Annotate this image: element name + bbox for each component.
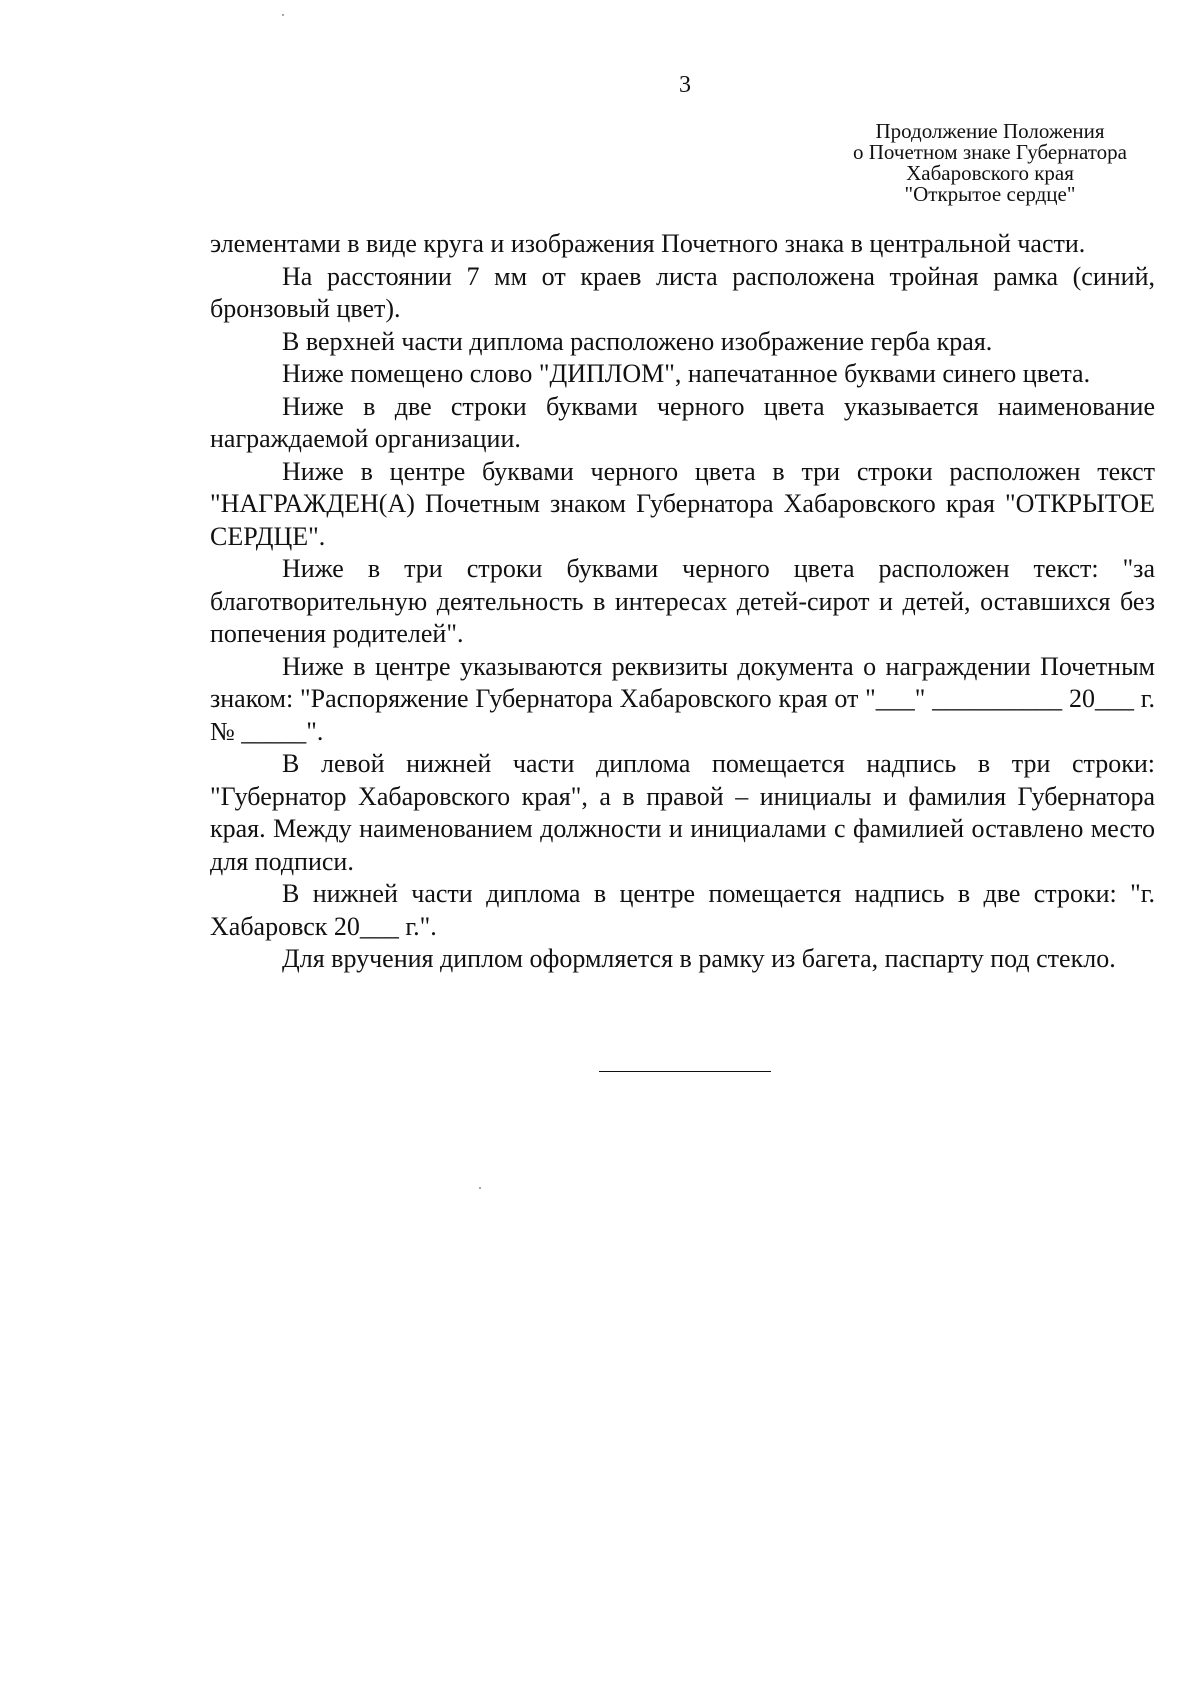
paragraph: Ниже в три строки буквами черного цвета расположен текст: "за благотворительную деятельность в интересах детей-сирот и детей, оставшихся без попечения родителей". [210, 554, 1155, 648]
paragraph: элементами в виде круга и изображения Почетного знака в центральной части. [210, 229, 1086, 258]
paragraph: В нижней части диплома в центре помещается надпись в две строки: "г. Хабаровск 20___ г.". [210, 879, 1155, 941]
paragraph: В левой нижней части диплома помещается надпись в три строки: "Губернатор Хабаровского края", а в правой – инициалы и фамилия Губернатора края. Между наименованием должности и инициалами с фамилией оставлено место для подписи. [210, 749, 1155, 876]
paragraph: На расстоянии 7 мм от краев листа расположена тройная рамка (синий, бронзовый цвет). [210, 261, 1155, 323]
paragraph: Ниже помещено слово "ДИПЛОМ", напечатанное буквами синего цвета. [282, 359, 1091, 388]
header-line: о Почетном знаке Губернатора [853, 140, 1127, 164]
end-of-document-rule [599, 1071, 771, 1072]
scan-speck [282, 14, 284, 16]
paragraph: Ниже в две строки буквами черного цвета указывается наименование награждаемой организации. [210, 391, 1155, 453]
page-number: 3 [679, 72, 691, 98]
scan-speck [479, 1187, 481, 1189]
header-line: Продолжение Положения [875, 119, 1105, 143]
paragraph: Для вручения диплом оформляется в рамку из багета, паспарту под стекло. [282, 944, 1116, 973]
document-body [210, 228, 1155, 976]
header-line: Хабаровского края [906, 161, 1074, 185]
document-header [820, 121, 1160, 205]
header-line: "Открытое сердце" [904, 182, 1076, 206]
paragraph: Ниже в центре буквами черного цвета в три строки расположен текст "НАГРАЖДЕН(А) Почетным знаком Губернатора Хабаровского края "ОТКРЫТОЕ СЕРДЦЕ". [210, 456, 1155, 551]
paragraph: В верхней части диплома расположено изображение герба края. [282, 326, 993, 356]
paragraph: Ниже в центре указываются реквизиты документа о награждении Почетным знаком: "Распоряжение Губернатора Хабаровского края от "___" __________ 20___ г. № _____". [210, 651, 1155, 746]
